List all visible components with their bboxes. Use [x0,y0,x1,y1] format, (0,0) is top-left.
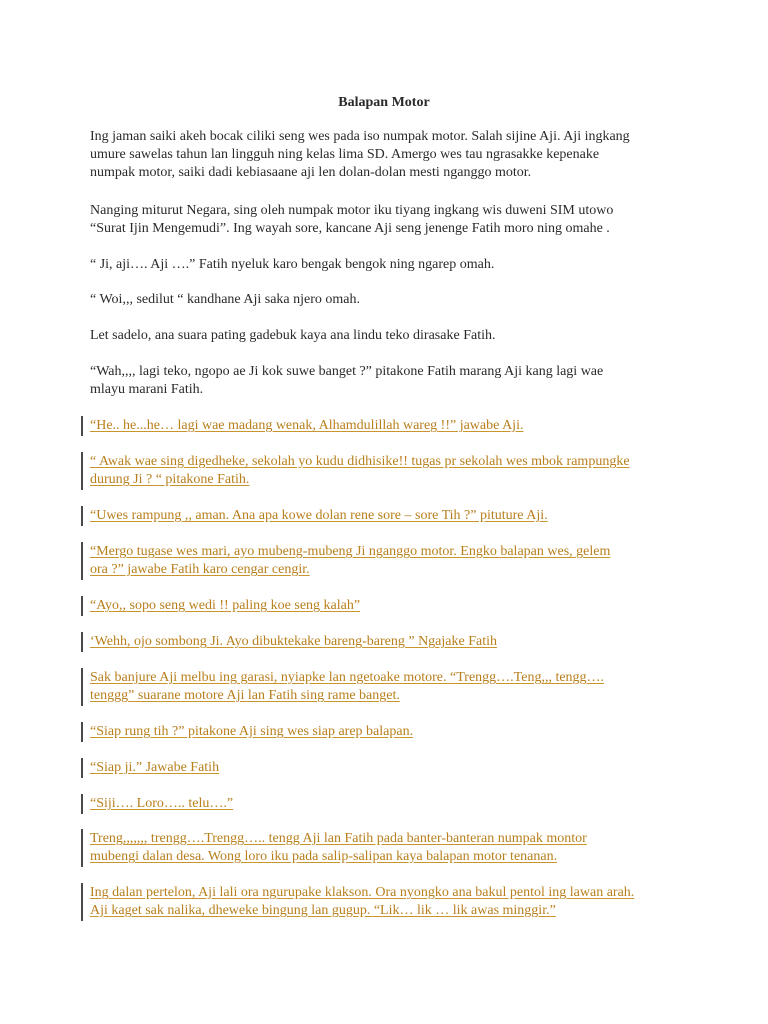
change-bar [81,596,83,616]
revised-paragraph: “ Awak wae sing digedheke, sekolah yo kudu didhisike!! tugas pr sekolah wes mbok rampungke durung Ji ? “ pitakone Fatih. [90,454,630,487]
revised-paragraph: Ing dalan pertelon, Aji lali ora ngurupake klakson. Ora nyongko ana bakul pentol ing lawan arah. Aji kaget sak nalika, dheweke bingung lan gugup. “Lik… lik … lik awas minggir.” [90,885,635,918]
change-bar [81,883,83,921]
revised-paragraph: “Uwes rampung ,, aman. Ana apa kowe dolan rene sore – sore Tih ?” pituture Aji. [90,508,548,523]
revised-paragraph: “Siji…. Loro….. telu….” [90,796,234,811]
change-bar [81,829,83,867]
revised-paragraph: “Siap ji.” Jawabe Fatih [90,760,220,775]
paragraph-intro: Ing jaman saiki akeh bocak ciliki seng wes pada iso numpak motor. Salah sijine Aji. Aji ingkang umure sawelas tahun lan lingguh ning kelas lima SD. Amergo wes tau ngrasakke kepenake numpak motor, saiki dadi kebiasaane aji len dolan-dolan mesti nganggo motor. [90,129,630,180]
change-bar [81,632,83,652]
paragraph-fatih-calls: “ Ji, aji…. Aji ….” Fatih nyeluk karo bengak bengok ning ngarep omah. [90,257,495,272]
revised-paragraph: “He.. he...he… lagi wae madang wenak, Alhamdulillah wareg !!” jawabe Aji. [90,418,524,433]
document-title: Balapan Motor [338,95,430,110]
change-bar [81,722,83,742]
revised-paragraph: Sak banjure Aji melbu ing garasi, nyiapke lan ngetoake motore. “Trengg….Teng,,, tengg…. tenggg” suarane motore Aji lan Fatih sing rame banget. [90,670,605,703]
change-bar [81,506,83,526]
change-bar [81,452,83,490]
paragraph-rumble: Let sadelo, ana suara pating gadebuk kaya ana lindu teko dirasake Fatih. [90,328,496,343]
revised-paragraph: Treng,,,,,,, trengg….Trengg….. tengg Aji lan Fatih pada banter-banteran numpak montor mubengi dalan desa. Wong loro iku pada salip-salipan kaya balapan motor tenanan. [90,831,587,864]
change-bar [81,668,83,706]
change-bar [81,542,83,580]
revised-paragraph: “Mergo tugase wes mari, ayo mubeng-mubeng Ji nganggo motor. Engko balapan wes, gelem ora ?” jawabe Fatih karo cengar cengir. [90,544,611,577]
change-bar [81,758,83,778]
change-bar [81,794,83,814]
paragraph-fatih-asks: “Wah,,,, lagi teko, ngopo ae Ji kok suwe banget ?” pitakone Fatih marang Aji kang lagi wae mlayu marani Fatih. [90,364,604,397]
revised-paragraph: ‘Wehh, ojo sombong Ji. Ayo dibuktekake bareng-bareng ” Ngajake Fatih [90,634,497,649]
paragraph-negara: Nanging miturut Negara, sing oleh numpak motor iku tiyang ingkang wis duweni SIM utowo “Surat Ijin Mengemudi”. Ing wayah sore, kancane Aji seng jenenge Fatih moro ning omahe . [90,203,614,236]
revised-paragraph: “Ayo,, sopo seng wedi !! paling koe seng kalah” [90,598,361,613]
change-bar [81,416,83,436]
paragraph-aji-replies: “ Woi,,, sedilut “ kandhane Aji saka njero omah. [90,292,360,307]
revised-paragraph: “Siap rung tih ?” pitakone Aji sing wes siap arep balapan. [90,724,414,739]
